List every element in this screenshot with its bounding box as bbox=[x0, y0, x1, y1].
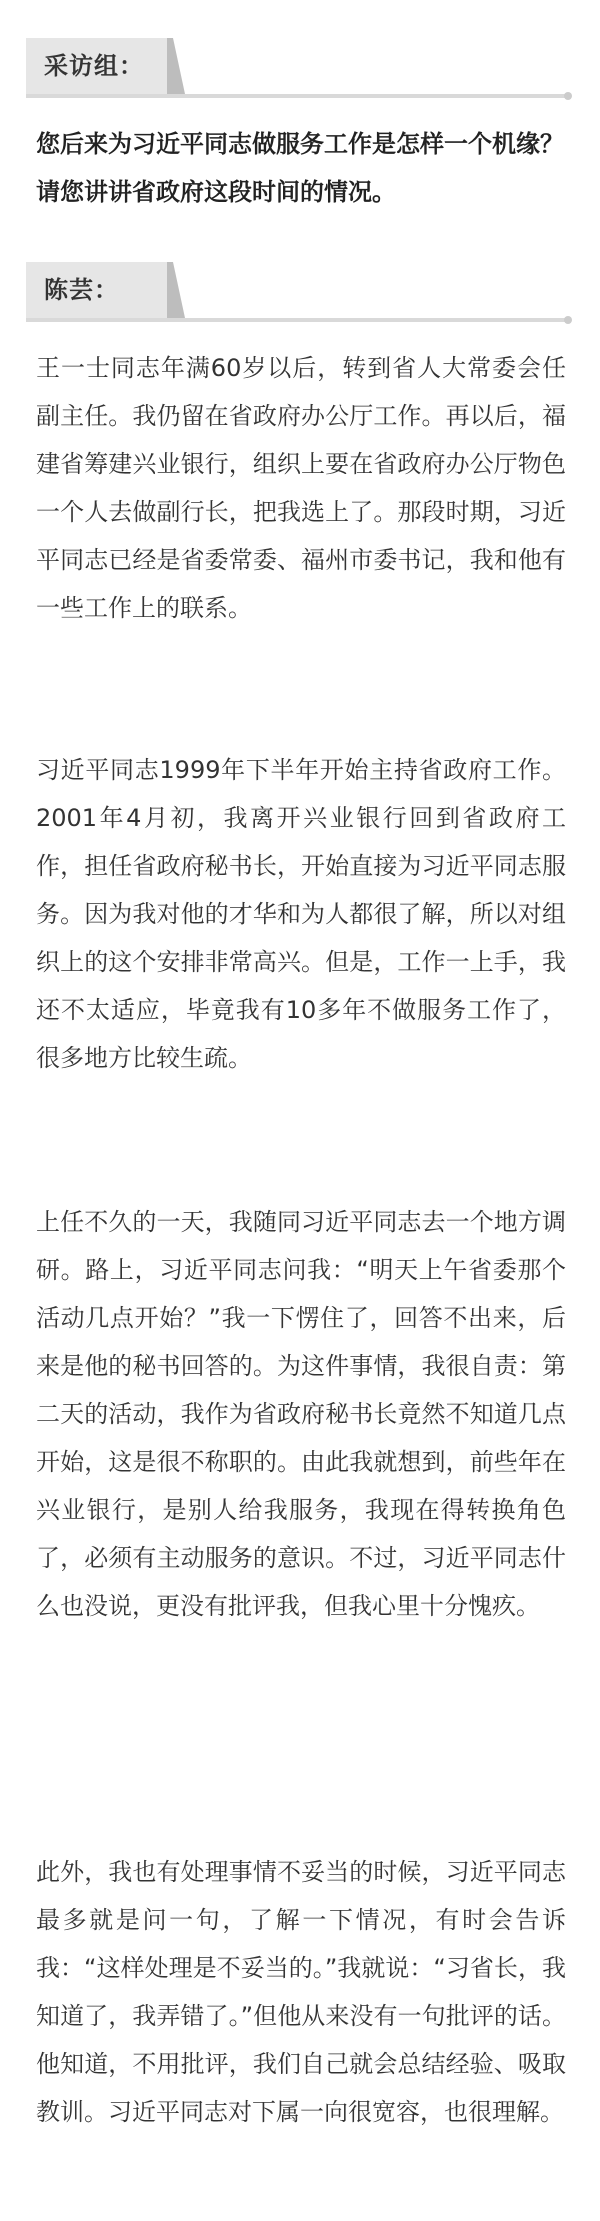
interview-question: 您后来为习近平同志做服务工作是怎样一个机缘？请您讲讲省政府这段时间的情况。 bbox=[36, 130, 564, 206]
speaker-label-interviewer: 采访组： bbox=[26, 38, 167, 94]
section-header-interviewer bbox=[26, 38, 572, 102]
answer-paragraph: 此外，我也有处理事情不妥当的时候，习近平同志最多就是问一句，了解一下情况，有时会告诉我：“这样处理是不妥当的。”我就说：“习省长，我知道了，我弄错了。”但他从来没有一句批评的话。他知道，不用批评，我们自己就会总结经验、吸取教训。习近平同志对下属一向很宽容，也很理解。 bbox=[36, 1858, 566, 2126]
answer-paragraph: 习近平同志1999年下半年开始主持省政府工作。2001年4月初，我离开兴业银行回到省政府工作，担任省政府秘书长，开始直接为习近平同志服务。因为我对他的才华和为人都很了解，所以对组织上的这个安排非常高兴。但是，工作一上手，我还不太适应，毕竟我有10多年不做服务工作了，很多地方比较生疏。 bbox=[36, 756, 566, 1072]
divider-dot-icon bbox=[564, 92, 572, 100]
section-divider bbox=[26, 318, 566, 322]
section-divider bbox=[26, 94, 566, 98]
section-header-chenyun bbox=[26, 262, 572, 326]
label-tab-decoration bbox=[167, 38, 185, 94]
answer-paragraph: 上任不久的一天，我随同习近平同志去一个地方调研。路上，习近平同志问我：“明天上午省委那个活动几点开始？”我一下愣住了，回答不出来，后来是他的秘书回答的。为这件事情，我很自责：第二天的活动，我作为省政府秘书长竟然不知道几点开始，这是很不称职的。由此我就想到，前些年在兴业银行，是别人给我服务，我现在得转换角色了，必须有主动服务的意识。不过，习近平同志什么也没说，更没有批评我，但我心里十分愧疚。 bbox=[36, 1208, 566, 1620]
divider-dot-icon bbox=[564, 316, 572, 324]
label-tab-decoration bbox=[167, 262, 185, 318]
speaker-label-chenyun: 陈芸： bbox=[26, 262, 167, 318]
answer-paragraph: 王一士同志年满60岁以后，转到省人大常委会任副主任。我仍留在省政府办公厅工作。再以后，福建省筹建兴业银行，组织上要在省政府办公厅物色一个人去做副行长，把我选上了。那段时期，习近平同志已经是省委常委、福州市委书记，我和他有一些工作上的联系。 bbox=[36, 354, 566, 622]
